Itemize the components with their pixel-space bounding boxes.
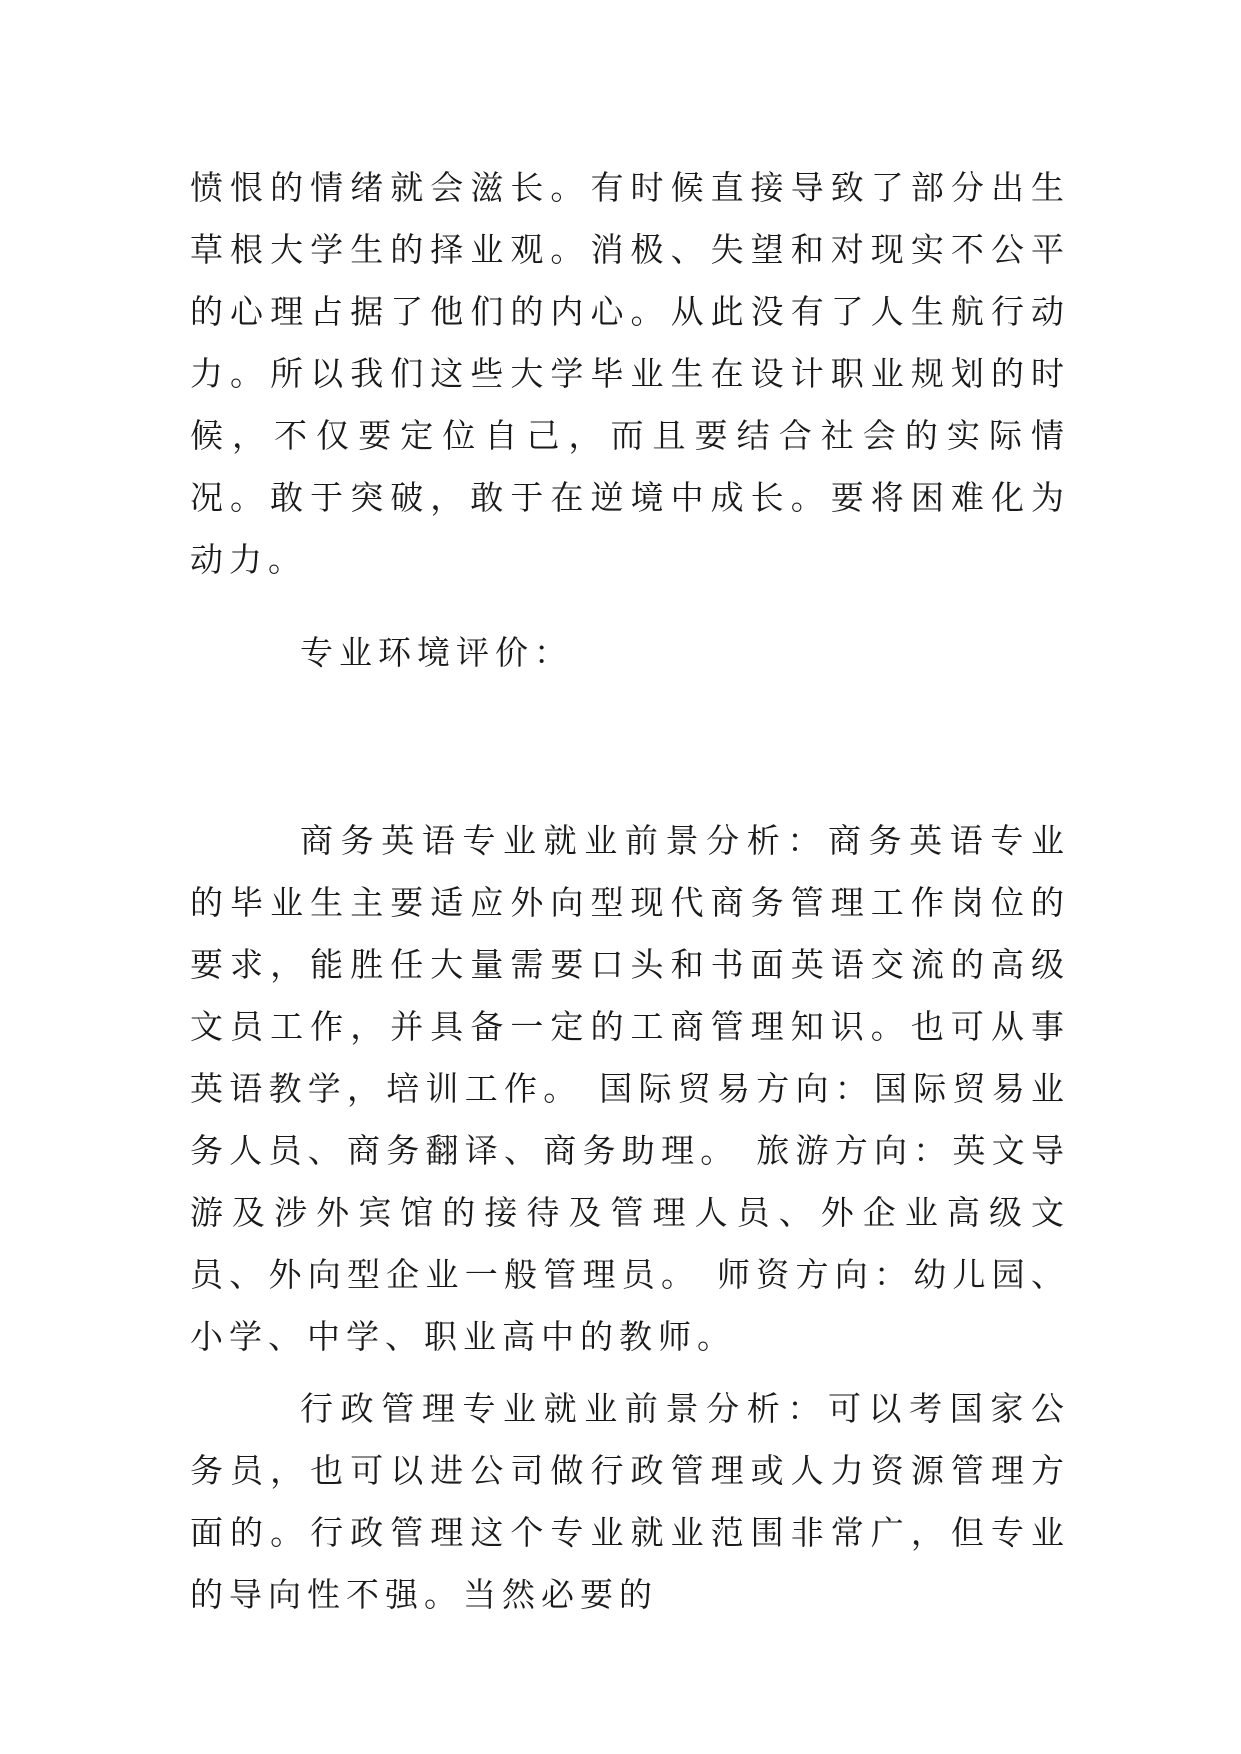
paragraph-administrative-management: 行政管理专业就业前景分析：可以考国家公务员，也可以进公司做行政管理或人力资源管理方面的。行政管理这个专业就业范围非常广，但专业的导向性不强。当然必要的 <box>190 1389 1070 1614</box>
section-heading-professional-environment: 专业环境评价： <box>300 633 573 672</box>
paragraph-business-english: 商务英语专业就业前景分析：商务英语专业的毕业生主要适应外向型现代商务管理工作岗位的要求，能胜任大量需要口头和书面英语交流的高级文员工作，并具备一定的工商管理知识。也可从事英语教学，培训工作。 国际贸易方向：国际贸易业务人员、商务翻译、商务助理。 旅游方向：英文导游及涉外宾馆的接待及管理人员、外企业高级文员、外向型企业一般管理员。 师资方向：幼儿园、小学、中学、职业高中的教师。 <box>190 821 1070 1356</box>
paragraph-career-attitude: 愤恨的情绪就会滋长。有时候直接导致了部分出生草根大学生的择业观。消极、失望和对现实不公平的心理占据了他们的内心。从此没有了人生航行动力。所以我们这些大学毕业生在设计职业规划的时候，不仅要定位自己，而且要结合社会的实际情况。敢于突破，敢于在逆境中成长。要将困难化为动力。 <box>190 168 1070 579</box>
